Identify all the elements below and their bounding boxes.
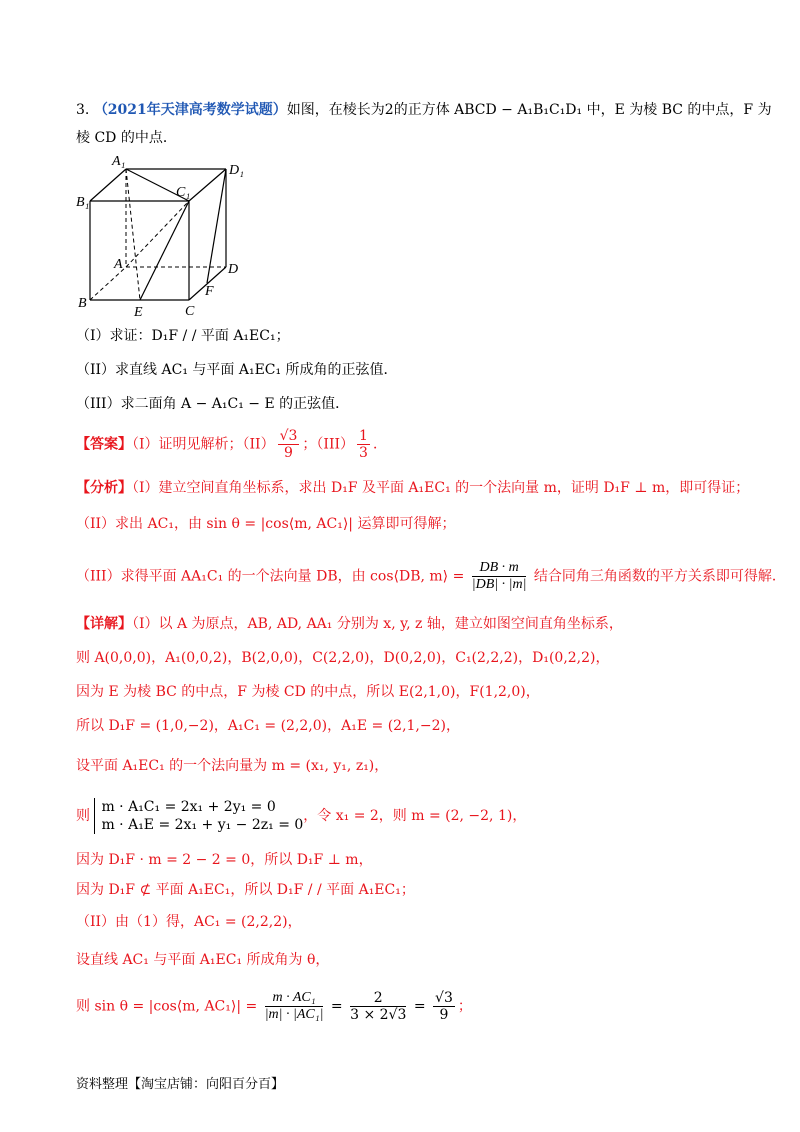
analysis-line-1 [76,478,749,498]
answer-tag: 【答案】 [76,436,132,453]
label-d1: D₁ [229,163,244,178]
analysis-text-3a: （III）求得平面 AA₁C₁ 的一个法向量 DB，由 cos⟨DB, m⟩ = [76,568,469,585]
answer-part-1: （I）证明见解析；（II） [132,436,275,453]
analysis-fraction: $\frac{DB \cdot m}{|DB| \cdot |m|}$ [471,560,527,592]
page-footer: 资料整理【淘宝店铺：向阳百分百】 [76,1077,285,1092]
segment-d1f [207,169,226,283]
detail-text-11b: ； [457,998,472,1015]
detail-fraction-2: $\frac{2}{3 \times 2√3}$ [350,990,407,1023]
answer-fraction-1: $\frac{√3}{9}$ [279,428,298,461]
problem-source: （2021年天津高考数学试题） [93,102,287,118]
detail-line-2: 则 A(0,0,0)，A₁(0,0,2)，B(2,0,0)，C(2,2,0)，D(0,2,0)，C₁(2,2,2)，D₁(0,2,2)， [76,650,610,666]
equation-system [94,798,303,834]
detail-fraction-1: $\frac{\text{m · AC₁}}{\text{|m| · |AC₁|}}$ [264,990,324,1022]
analysis-line-2: （II）求出 AC₁，由 sin θ = |cos⟨m, AC₁⟩| 运算即可得解； [76,516,456,532]
detail-line-4: 所以 D₁F = (1,0,−2)，A₁C₁ = (2,2,0)，A₁E = (2,1,−2)， [76,718,460,734]
detail-line-10: 设直线 AC₁ 与平面 A₁EC₁ 所成角为 θ， [76,952,330,968]
detail-line-8: 因为 D₁F ⊄ 平面 A₁EC₁，所以 D₁F / / 平面 A₁EC₁； [76,882,415,898]
label-b: B [78,296,87,311]
detail-text-11a: 则 sin θ = |cos⟨m, AC₁⟩| = [76,998,262,1015]
label-f: F [205,284,214,299]
detail-eq-1: = [326,998,348,1015]
question-1: （I）求证：D₁F / / 平面 A₁EC₁； [76,328,290,344]
detail-text-1: （I）以 A 为原点，AB, AD, AA₁ 分别为 x, y, z 轴，建立如图空间直角坐标系， [132,616,623,632]
edge-d1c1 [189,169,226,201]
answer-fraction-2: $\frac{1}{3}$ [359,428,368,461]
label-b1: B₁ [76,195,90,210]
detail-line-1 [76,614,623,634]
label-e: E [134,305,143,320]
problem-line-1 [76,100,772,120]
label-a: A [114,257,123,272]
segment-a1e-hidden [126,169,140,300]
answer-part-2: ；（III） [302,436,355,453]
detail-line-6 [76,798,526,834]
segment-ac1-hidden [126,201,189,267]
analysis-text-3b: 结合同角三角函数的平方关系即可得解． [529,568,786,585]
problem-stem-2: 棱 CD 的中点． [76,130,177,146]
analysis-line-3 [76,560,786,593]
detail-tag: 【详解】 [76,616,132,632]
answer-part-3: ． [372,436,387,453]
equation-1: m · A₁C₁ = 2x₁ + 2y₁ = 0 [101,799,276,815]
detail-line-11 [76,990,472,1023]
question-3: （III）求二面角 A − A₁C₁ − E 的正弦值． [76,396,350,412]
equation-2: m · A₁E = 2x₁ + y₁ − 2z₁ = 0 [101,817,304,833]
detail-line-7: 因为 D₁F · m = 2 − 2 = 0，所以 D₁F ⊥ m， [76,852,373,868]
label-d: D [228,262,239,277]
detail-eq-2: = [409,998,431,1015]
detail-line-9: （II）由（1）得，AC₁ = (2,2,2)， [76,914,302,930]
detail-text-6a: 则 [76,808,90,824]
detail-line-5: 设平面 A₁EC₁ 的一个法向量为 m = (x₁, y₁, z₁)， [76,758,389,774]
edge-b1a1 [90,169,126,201]
detail-line-3: 因为 E 为棱 BC 的中点，F 为棱 CD 的中点，所以 E(2,1,0)，F(1,2,0)， [76,684,540,700]
cube-figure [76,152,266,322]
detail-text-6b: ，令 x₁ = 2，则 m = (2, −2, 1)， [303,808,527,824]
label-a1: A₁ [112,154,126,169]
label-c: C [185,304,195,319]
detail-fraction-3: $\frac{√3}{9}$ [435,990,453,1023]
answer-line [76,428,387,461]
analysis-text-1: （I）建立空间直角坐标系，求出 D₁F 及平面 A₁EC₁ 的一个法向量 m，证明 D₁F ⊥ m，即可得证； [132,480,750,496]
question-2: （II）求直线 AC₁ 与平面 A₁EC₁ 所成角的正弦值． [76,362,398,378]
analysis-tag: 【分析】 [76,480,132,496]
segment-c1e [140,201,189,300]
label-c1: C₁ [176,185,191,200]
problem-number: 3. [76,102,90,118]
problem-stem-1: 如图，在棱长为2的正方体 ABCD − A₁B₁C₁D₁ 中，E 为棱 BC 的中点，F 为 [286,102,772,118]
